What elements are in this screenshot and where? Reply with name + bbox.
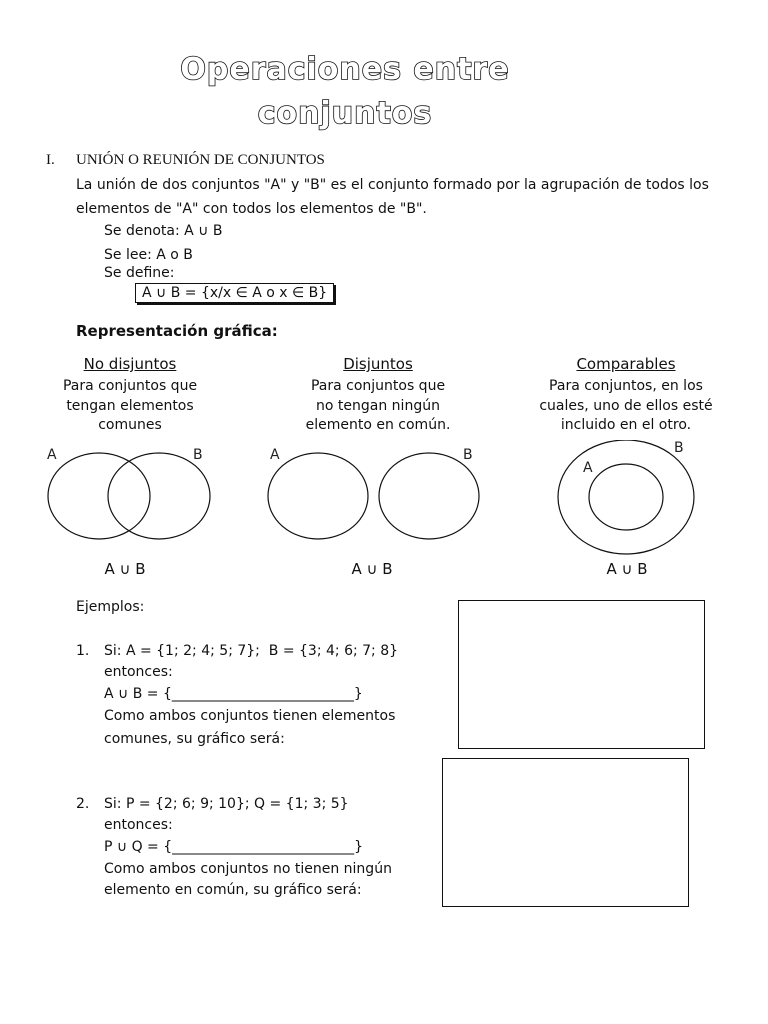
venn-set-b-circle: [379, 453, 479, 539]
section-number: I.: [46, 152, 55, 168]
example-1-answer-line: A ∪ B = {__________________________}: [104, 686, 363, 702]
example-2-drawing-box: [442, 758, 689, 907]
section-heading: UNIÓN O REUNIÓN DE CONJUNTOS: [76, 152, 325, 168]
example-2-line-1: Si: P = {2; 6; 9; 10}; Q = {1; 3; 5}: [104, 796, 349, 812]
example-2-line-2: entonces:: [104, 817, 173, 833]
example-1-line-1: Si: A = {1; 2; 4; 5; 7}; B = {3; 4; 6; 7; 8}: [104, 643, 399, 659]
example-2-number: 2.: [76, 796, 90, 812]
column-heading-comparables: Comparables: [576, 355, 676, 373]
venn-label-b: B: [463, 447, 473, 463]
column-heading-no-disjuntos: No disjuntos: [83, 355, 177, 373]
venn-label-b: B: [193, 447, 203, 463]
example-1-number: 1.: [76, 643, 90, 659]
desc-line: tengan elementos: [66, 397, 194, 414]
desc-line: comunes: [98, 417, 162, 433]
desc-line: incluido en el otro.: [560, 417, 692, 433]
example-2-answer-line: P ∪ Q = {__________________________}: [104, 839, 364, 855]
venn-caption-no-disjuntos: A ∪ B: [104, 560, 146, 578]
desc-line: cuales, uno de ellos esté: [539, 397, 713, 414]
notation-lee: Se lee: A o B: [104, 247, 193, 263]
intro-line-2: elementos de "A" con todos los elementos de "B".: [76, 201, 427, 217]
venn-set-b-circle: [108, 453, 210, 539]
venn-label-a: A: [47, 447, 57, 463]
page-title-line-2: conjuntos: [257, 96, 433, 131]
venn-label-a: A: [583, 460, 593, 476]
venn-set-a-circle: [48, 453, 150, 539]
column-desc-comparables: [516, 377, 736, 436]
venn-set-a-circle: [268, 453, 368, 539]
venn-caption-disjuntos: A ∪ B: [351, 560, 393, 578]
desc-line: Para conjuntos, en los: [549, 378, 703, 394]
example-1-drawing-box: [458, 600, 705, 749]
venn-set-b-circle: [558, 440, 694, 554]
example-2-line-5: elemento en común, su gráfico será:: [104, 882, 362, 898]
example-1-line-4: Como ambos conjuntos tienen elementos: [104, 708, 396, 724]
column-desc-no-disjuntos: [40, 377, 220, 436]
venn-caption-comparables: A ∪ B: [606, 560, 648, 578]
column-heading-disjuntos: Disjuntos: [343, 355, 413, 373]
example-2-line-4: Como ambos conjuntos no tienen ningún: [104, 861, 392, 877]
desc-line: Para conjuntos que: [62, 378, 198, 394]
page-title-line-1: Operaciones entre: [180, 52, 510, 87]
intro-line-1: La unión de dos conjuntos "A" y "B" es el conjunto formado por la agrupación de todos los: [76, 177, 709, 193]
notation-denota: Se denota: A ∪ B: [104, 223, 223, 239]
definition-formula: A ∪ B = {x/x ∈ A o x ∈ B}: [135, 283, 334, 303]
column-desc-disjuntos: [278, 377, 478, 436]
venn-label-b: B: [674, 440, 684, 456]
examples-heading: Ejemplos:: [76, 599, 145, 615]
desc-line: elemento en común.: [305, 417, 451, 433]
desc-line: no tengan ningún: [316, 397, 440, 414]
example-1-line-2: entonces:: [104, 664, 173, 680]
venn-set-a-circle: [589, 464, 663, 530]
example-1-line-5: comunes, su gráfico será:: [104, 731, 285, 747]
representation-heading: Representación gráfica:: [76, 322, 278, 340]
venn-label-a: A: [270, 447, 280, 463]
notation-define: Se define:: [104, 265, 175, 281]
desc-line: Para conjuntos que: [310, 378, 446, 394]
